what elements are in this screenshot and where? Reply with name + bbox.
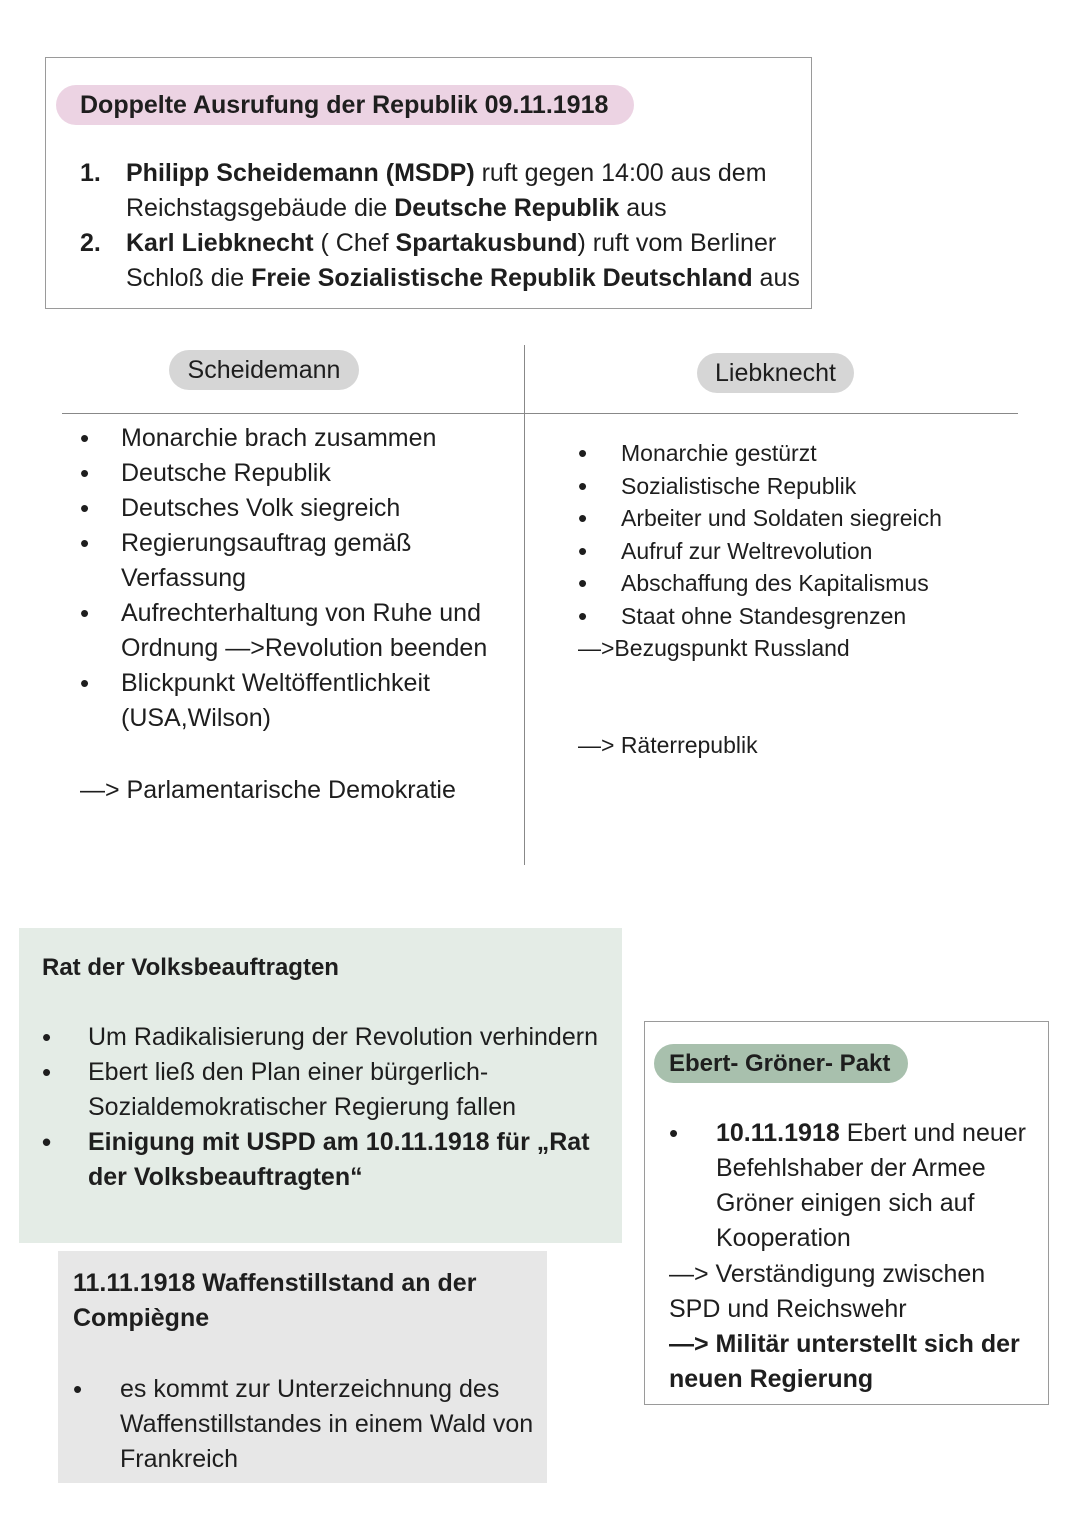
list-item: • Regierungsauftrag gemäß Verfassung — [80, 526, 520, 596]
item-bold: Freie Sozialistische Republik Deutschland — [251, 264, 753, 292]
list-item: • Aufruf zur Weltrevolution — [578, 535, 998, 568]
list-item: • Monarchie gestürzt — [578, 437, 998, 470]
item-bold: Karl Liebknecht — [126, 229, 314, 257]
list-item — [669, 1116, 1039, 1256]
item-text: ) ruft vom Berliner Schloß die — [126, 229, 777, 292]
list-item: • Abschaffung des Kapitalismus — [578, 567, 998, 600]
item-text: aus — [752, 264, 800, 292]
item-text: aus — [619, 194, 667, 222]
ausrufung-item-2 — [80, 226, 800, 296]
list-item: • Ebert ließ den Plan einer bürgerlich-Sozialdemokratischer Regierung fallen — [42, 1055, 602, 1125]
list-item: • Staat ohne Standesgrenzen — [578, 600, 998, 633]
list-item: • Um Radikalisierung der Revolution verhindern — [42, 1020, 602, 1055]
list-item: • Aufrechterhaltung von Ruhe und Ordnung —>Revolution beenden — [80, 596, 520, 666]
item-bold: Spartakusbund — [395, 229, 578, 257]
rat-title: Rat der Volksbeauftragten — [42, 954, 339, 981]
rat-points — [42, 1020, 602, 1195]
list-item: • es kommt zur Unterzeichnung des Waffenstillstandes in einem Wald von Frankreich — [73, 1372, 548, 1477]
waffenstillstand-title: 11.11.1918 Waffenstillstand an der Compiègne — [73, 1269, 477, 1332]
item-text: ( Chef — [313, 229, 396, 257]
item-bold: Philipp Scheidemann (MSDP) — [126, 159, 475, 187]
ebert-point-text: Ebert und neuer Befehlshaber der Armee Gröner einigen sich auf Kooperation — [716, 1119, 1026, 1252]
scheidemann-points — [80, 421, 520, 736]
ebert-result-bold: —> Militär unterstellt sich der neuen Regierung — [669, 1330, 1020, 1393]
liebknecht-points — [578, 437, 998, 632]
liebknecht-label: Liebknecht — [697, 353, 854, 393]
list-item: • Deutsches Volk siegreich — [80, 491, 520, 526]
ebert-result: —> Verständigung zwischen SPD und Reichswehr — [669, 1260, 986, 1323]
item-number: 1. — [80, 159, 101, 187]
liebknecht-reference: —>Bezugspunkt Russland — [578, 635, 850, 661]
ebert-date: 10.11.1918 — [716, 1119, 840, 1147]
list-item: • Einigung mit USPD am 10.11.1918 für „Rat der Volksbeauftragten“ — [42, 1125, 602, 1195]
column-divider — [524, 345, 525, 865]
list-item: • Arbeiter und Soldaten siegreich — [578, 502, 998, 535]
ebert-points — [669, 1116, 1039, 1256]
waffenstillstand-points — [73, 1372, 548, 1477]
list-item: • Sozialistische Republik — [578, 470, 998, 503]
list-item: • Monarchie brach zusammen — [80, 421, 520, 456]
list-item: • Deutsche Republik — [80, 456, 520, 491]
header-divider — [62, 413, 1018, 414]
ausrufung-title: Doppelte Ausrufung der Republik 09.11.1918 — [56, 85, 634, 125]
ausrufung-item-1 — [80, 156, 800, 226]
liebknecht-conclusion: —> Räterrepublik — [578, 732, 758, 758]
ebert-result-block — [669, 1257, 1041, 1397]
scheidemann-conclusion: —> Parlamentarische Demokratie — [80, 776, 456, 804]
item-bold: Deutsche Republik — [394, 194, 620, 222]
item-number: 2. — [80, 229, 101, 257]
scheidemann-label: Scheidemann — [169, 350, 359, 390]
item-text: ruft gegen 14:00 aus dem Reichstagsgebäude die — [126, 159, 767, 222]
list-item: • Blickpunkt Weltöffentlichkeit (USA,Wilson) — [80, 666, 520, 736]
ebert-title: Ebert- Gröner- Pakt — [654, 1044, 908, 1083]
